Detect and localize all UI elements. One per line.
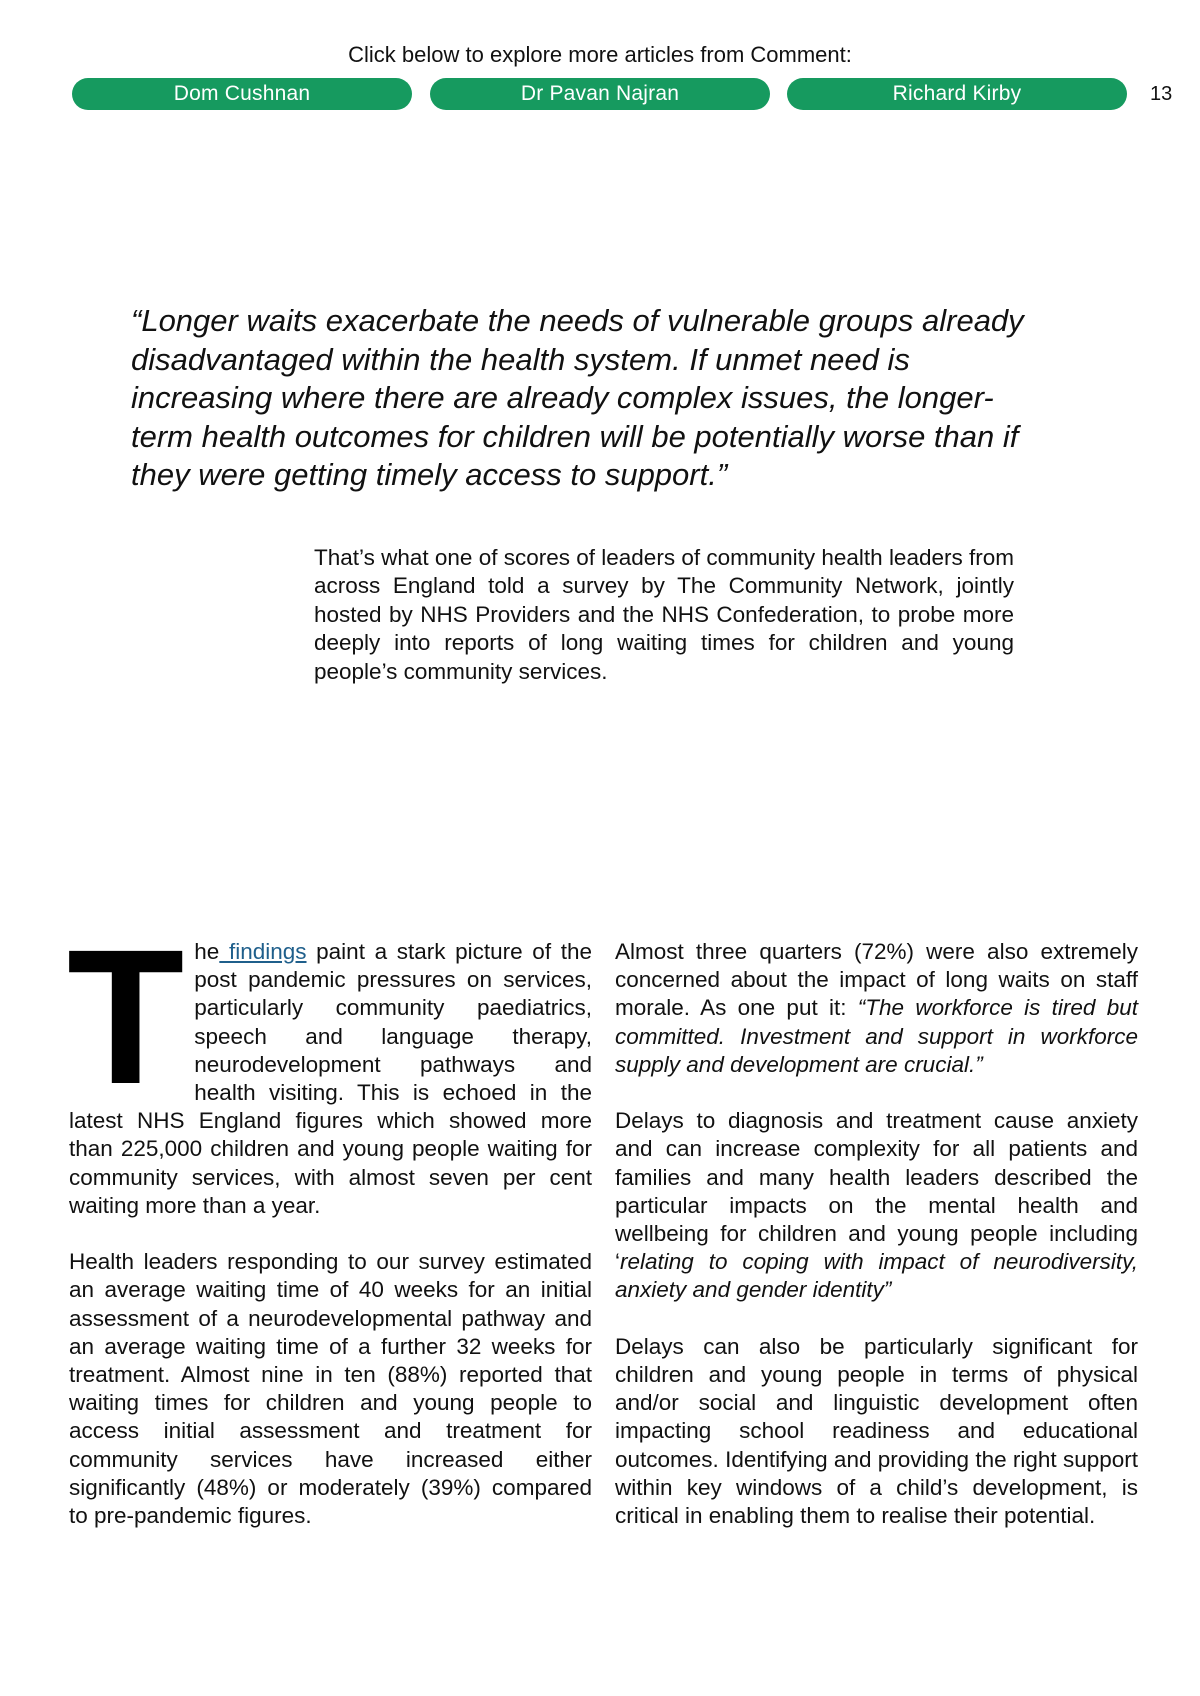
paragraph-staff-morale-text: Almost three quarters (72%) were also extremely concerned about the impact of long waits on staff morale. As one put it:: [615, 939, 1138, 1021]
paragraph-start: he: [194, 939, 220, 964]
paragraph-development: Delays can also be particularly significant for children and young people in terms of physical and/or social and linguistic development often impacting school readiness and educational outcomes. Identifying and providing the right support within key windows of a child’s development, is critical in enabling them to realise their potential.: [615, 1333, 1138, 1529]
paragraph-delays-diagnosis: [615, 1107, 1138, 1304]
paragraph-waiting-times: Health leaders responding to our survey estimated an average waiting time of 40 weeks for an initial assessment of a neurodevelopmental pathway and an average waiting time of a further 32 weeks for treatment. Almost nine in ten (88%) reported that waiting times for children and young people to access initial assessment and treatment for community services have increased either significantly (48%) or moderately (39%) compared to pre-pandemic figures.: [69, 1249, 592, 1529]
findings-link[interactable]: findings: [219, 939, 307, 964]
article-link-dom-cushnan[interactable]: Dom Cushnan: [72, 78, 412, 110]
article-link-richard-kirby[interactable]: Richard Kirby: [787, 78, 1127, 110]
nav-caption: Click below to explore more articles from Comment:: [348, 42, 852, 67]
drop-cap: T: [67, 909, 185, 1124]
paragraph-delays-diagnosis-text: Delays to diagnosis and treatment cause anxiety and can increase complexity for all patients and families and many health leaders described the particular impacts on the mental health and wellbeing for children and young people including ‘: [615, 1108, 1138, 1275]
pull-quote: “Longer waits exacerbate the needs of vulnerable groups already disadvantaged within the health system. If unmet need is increasing where there are already complex issues, the longer-term health outcomes for children will be potentially worse than if they were getting timely access to support.”: [131, 303, 1024, 492]
workforce-quote: “The workforce is tired but committed. Investment and support in workforce supply and development are crucial.”: [615, 995, 1138, 1077]
paragraph-findings: [67, 909, 592, 1220]
paragraph-staff-morale: [615, 938, 1138, 1079]
article-column-right: [615, 938, 1138, 1558]
article-link-pavan-najran[interactable]: Dr Pavan Najran: [430, 78, 770, 110]
neurodiversity-quote: relating to coping with impact of neurodiversity, anxiety and gender identity”: [615, 1249, 1138, 1303]
paragraph-findings-text: paint a stark picture of the post pandemic pressures on services, particularly community paediatrics, speech and language therapy, neurodevelopment pathways and health visiting. This is echoed in the latest NHS England figures which showed more than 225,000 children and young people waiting for community services, with almost seven per cent waiting more than a year.: [69, 939, 592, 1218]
article-nav: [72, 78, 1132, 110]
article-column-left: [67, 909, 592, 1558]
intro-paragraph: That’s what one of scores of leaders of community health leaders from across England told a survey by The Community Network, jointly hosted by NHS Providers and the NHS Confederation, to probe more deeply into reports of long waiting times for children and young people’s community services.: [314, 545, 1014, 684]
page-number: 13: [1150, 83, 1173, 105]
